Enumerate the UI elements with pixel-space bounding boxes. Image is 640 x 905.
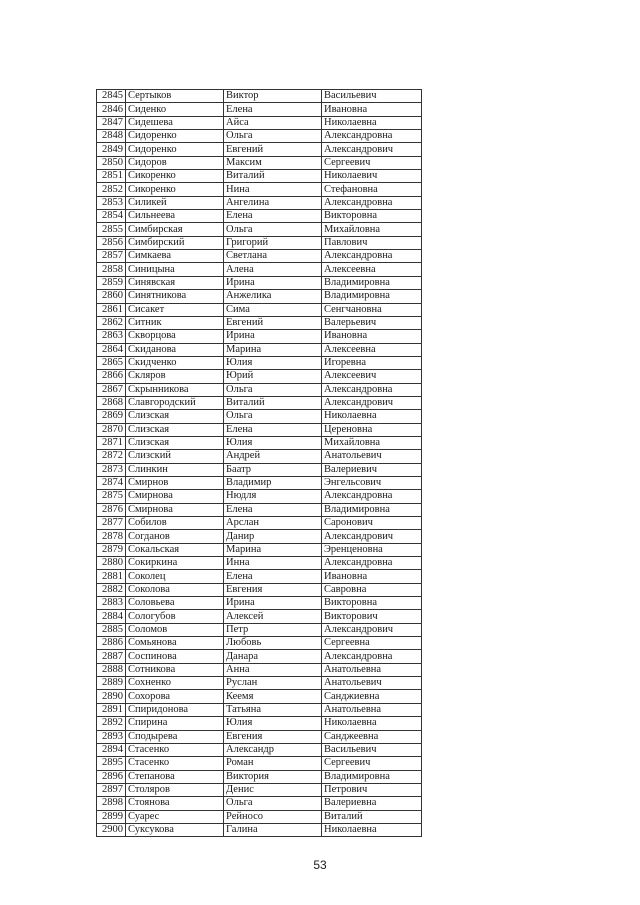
surname-cell: Соколова — [126, 583, 224, 596]
row-number: 2889 — [97, 677, 126, 690]
patronymic-cell: Сергеевна — [322, 637, 422, 650]
table-row — [97, 637, 422, 650]
table-row — [97, 610, 422, 623]
surname-cell: Славгородский — [126, 396, 224, 409]
surname-cell: Соловьева — [126, 597, 224, 610]
patronymic-cell: Валерьевич — [322, 316, 422, 329]
patronymic-cell: Виталий — [322, 810, 422, 823]
surname-cell: Спиридонова — [126, 703, 224, 716]
table-row — [97, 436, 422, 449]
patronymic-cell: Ивановна — [322, 570, 422, 583]
patronymic-cell: Алексеевич — [322, 370, 422, 383]
surname-cell: Смирнова — [126, 503, 224, 516]
patronymic-cell: Павлович — [322, 236, 422, 249]
surname-cell: Степанова — [126, 770, 224, 783]
row-number: 2872 — [97, 450, 126, 463]
patronymic-cell: Саронович — [322, 517, 422, 530]
table-row — [97, 797, 422, 810]
surname-cell: Собилов — [126, 517, 224, 530]
first-name-cell: Нюдля — [224, 490, 322, 503]
patronymic-cell: Николаевич — [322, 170, 422, 183]
patronymic-cell: Эренценовна — [322, 543, 422, 556]
table-row — [97, 370, 422, 383]
row-number: 2894 — [97, 743, 126, 756]
row-number: 2852 — [97, 183, 126, 196]
row-number: 2883 — [97, 597, 126, 610]
table-row — [97, 90, 422, 103]
row-number: 2886 — [97, 637, 126, 650]
patronymic-cell: Николаевна — [322, 823, 422, 836]
table-row — [97, 503, 422, 516]
first-name-cell: Алексей — [224, 610, 322, 623]
first-name-cell: Нина — [224, 183, 322, 196]
row-number: 2884 — [97, 610, 126, 623]
first-name-cell: Данир — [224, 530, 322, 543]
row-number: 2854 — [97, 210, 126, 223]
row-number: 2882 — [97, 583, 126, 596]
first-name-cell: Виктор — [224, 90, 322, 103]
row-number: 2865 — [97, 356, 126, 369]
table-row — [97, 517, 422, 530]
surname-cell: Соколец — [126, 570, 224, 583]
surname-cell: Суарес — [126, 810, 224, 823]
table-row — [97, 183, 422, 196]
row-number: 2863 — [97, 330, 126, 343]
table-row — [97, 330, 422, 343]
surname-cell: Ситник — [126, 316, 224, 329]
table-row — [97, 463, 422, 476]
patronymic-cell: Игоревна — [322, 356, 422, 369]
first-name-cell: Кеемя — [224, 690, 322, 703]
table-row — [97, 316, 422, 329]
patronymic-cell: Сергеевич — [322, 156, 422, 169]
row-number: 2879 — [97, 543, 126, 556]
names-table-container — [96, 89, 422, 837]
patronymic-cell: Савровна — [322, 583, 422, 596]
surname-cell: Сологубов — [126, 610, 224, 623]
patronymic-cell: Валериевич — [322, 463, 422, 476]
first-name-cell: Юрий — [224, 370, 322, 383]
row-number: 2861 — [97, 303, 126, 316]
patronymic-cell: Энгельсович — [322, 476, 422, 489]
first-name-cell: Баатр — [224, 463, 322, 476]
first-name-cell: Данара — [224, 650, 322, 663]
table-row — [97, 743, 422, 756]
table-row — [97, 410, 422, 423]
table-row — [97, 783, 422, 796]
first-name-cell: Ольга — [224, 223, 322, 236]
first-name-cell: Айса — [224, 116, 322, 129]
first-name-cell: Арслан — [224, 517, 322, 530]
surname-cell: Симбирская — [126, 223, 224, 236]
row-number: 2874 — [97, 476, 126, 489]
surname-cell: Симкаева — [126, 250, 224, 263]
surname-cell: Сокиркина — [126, 557, 224, 570]
first-name-cell: Андрей — [224, 450, 322, 463]
first-name-cell: Ольга — [224, 410, 322, 423]
surname-cell: Согданов — [126, 530, 224, 543]
first-name-cell: Марина — [224, 343, 322, 356]
surname-cell: Стоянова — [126, 797, 224, 810]
surname-cell: Соломов — [126, 623, 224, 636]
first-name-cell: Алена — [224, 263, 322, 276]
row-number: 2898 — [97, 797, 126, 810]
surname-cell: Слизский — [126, 450, 224, 463]
first-name-cell: Роман — [224, 757, 322, 770]
row-number: 2885 — [97, 623, 126, 636]
patronymic-cell: Николаевна — [322, 717, 422, 730]
surname-cell: Сохненко — [126, 677, 224, 690]
patronymic-cell: Николаевна — [322, 116, 422, 129]
first-name-cell: Виталий — [224, 396, 322, 409]
patronymic-cell: Васильевич — [322, 743, 422, 756]
row-number: 2862 — [97, 316, 126, 329]
table-row — [97, 396, 422, 409]
table-row — [97, 223, 422, 236]
first-name-cell: Александр — [224, 743, 322, 756]
first-name-cell: Ольга — [224, 797, 322, 810]
row-number: 2881 — [97, 570, 126, 583]
table-row — [97, 250, 422, 263]
table-row — [97, 103, 422, 116]
first-name-cell: Елена — [224, 423, 322, 436]
first-name-cell: Денис — [224, 783, 322, 796]
row-number: 2878 — [97, 530, 126, 543]
row-number: 2890 — [97, 690, 126, 703]
patronymic-cell: Васильевич — [322, 90, 422, 103]
row-number: 2880 — [97, 557, 126, 570]
surname-cell: Слизская — [126, 410, 224, 423]
first-name-cell: Евгения — [224, 730, 322, 743]
table-row — [97, 730, 422, 743]
table-row — [97, 597, 422, 610]
table-row — [97, 690, 422, 703]
table-row — [97, 276, 422, 289]
row-number: 2853 — [97, 196, 126, 209]
names-table — [96, 89, 422, 837]
table-row — [97, 570, 422, 583]
patronymic-cell: Викторович — [322, 610, 422, 623]
row-number: 2869 — [97, 410, 126, 423]
first-name-cell: Рейносо — [224, 810, 322, 823]
patronymic-cell: Владимировна — [322, 770, 422, 783]
surname-cell: Сокальская — [126, 543, 224, 556]
patronymic-cell: Алексеевна — [322, 263, 422, 276]
table-row — [97, 156, 422, 169]
row-number: 2892 — [97, 717, 126, 730]
patronymic-cell: Михайловна — [322, 223, 422, 236]
row-number: 2849 — [97, 143, 126, 156]
first-name-cell: Юлия — [224, 436, 322, 449]
row-number: 2875 — [97, 490, 126, 503]
table-row — [97, 757, 422, 770]
patronymic-cell: Петрович — [322, 783, 422, 796]
row-number: 2846 — [97, 103, 126, 116]
patronymic-cell: Анатольевна — [322, 703, 422, 716]
patronymic-cell: Александрович — [322, 143, 422, 156]
patronymic-cell: Цереновна — [322, 423, 422, 436]
patronymic-cell: Анатольевич — [322, 450, 422, 463]
row-number: 2868 — [97, 396, 126, 409]
table-row — [97, 130, 422, 143]
surname-cell: Сертыков — [126, 90, 224, 103]
patronymic-cell: Александрович — [322, 530, 422, 543]
surname-cell: Сидешева — [126, 116, 224, 129]
patronymic-cell: Алексеевна — [322, 343, 422, 356]
table-row — [97, 650, 422, 663]
first-name-cell: Владимир — [224, 476, 322, 489]
row-number: 2877 — [97, 517, 126, 530]
table-row — [97, 810, 422, 823]
table-row — [97, 703, 422, 716]
patronymic-cell: Александровна — [322, 196, 422, 209]
patronymic-cell: Александровна — [322, 383, 422, 396]
table-row — [97, 170, 422, 183]
surname-cell: Стасенко — [126, 757, 224, 770]
row-number: 2848 — [97, 130, 126, 143]
surname-cell: Сидоренко — [126, 143, 224, 156]
page-number: 53 — [313, 858, 327, 872]
first-name-cell: Руслан — [224, 677, 322, 690]
first-name-cell: Марина — [224, 543, 322, 556]
row-number: 2896 — [97, 770, 126, 783]
surname-cell: Сиденко — [126, 103, 224, 116]
row-number: 2845 — [97, 90, 126, 103]
table-row — [97, 557, 422, 570]
first-name-cell: Ольга — [224, 383, 322, 396]
surname-cell: Столяров — [126, 783, 224, 796]
first-name-cell: Любовь — [224, 637, 322, 650]
row-number: 2866 — [97, 370, 126, 383]
surname-cell: Спирина — [126, 717, 224, 730]
table-row — [97, 450, 422, 463]
row-number: 2871 — [97, 436, 126, 449]
surname-cell: Сидоренко — [126, 130, 224, 143]
table-row — [97, 543, 422, 556]
first-name-cell: Евгений — [224, 143, 322, 156]
first-name-cell: Евгений — [224, 316, 322, 329]
first-name-cell: Виктория — [224, 770, 322, 783]
first-name-cell: Елена — [224, 503, 322, 516]
surname-cell: Сисакет — [126, 303, 224, 316]
row-number: 2867 — [97, 383, 126, 396]
first-name-cell: Елена — [224, 210, 322, 223]
patronymic-cell: Александрович — [322, 623, 422, 636]
surname-cell: Скидченко — [126, 356, 224, 369]
row-number: 2847 — [97, 116, 126, 129]
patronymic-cell: Александрович — [322, 396, 422, 409]
first-name-cell: Петр — [224, 623, 322, 636]
row-number: 2860 — [97, 290, 126, 303]
row-number: 2859 — [97, 276, 126, 289]
table-row — [97, 236, 422, 249]
surname-cell: Силикей — [126, 196, 224, 209]
first-name-cell: Виталий — [224, 170, 322, 183]
first-name-cell: Анжелика — [224, 290, 322, 303]
surname-cell: Синицына — [126, 263, 224, 276]
table-row — [97, 210, 422, 223]
first-name-cell: Елена — [224, 570, 322, 583]
first-name-cell: Ангелина — [224, 196, 322, 209]
row-number: 2891 — [97, 703, 126, 716]
surname-cell: Слинкин — [126, 463, 224, 476]
first-name-cell: Светлана — [224, 250, 322, 263]
patronymic-cell: Сергеевич — [322, 757, 422, 770]
table-row — [97, 476, 422, 489]
names-table-body — [97, 90, 422, 837]
row-number: 2876 — [97, 503, 126, 516]
row-number: 2895 — [97, 757, 126, 770]
surname-cell: Стасенко — [126, 743, 224, 756]
row-number: 2850 — [97, 156, 126, 169]
table-row — [97, 677, 422, 690]
table-row — [97, 196, 422, 209]
patronymic-cell: Александровна — [322, 650, 422, 663]
patronymic-cell: Валериевна — [322, 797, 422, 810]
surname-cell: Слизская — [126, 436, 224, 449]
table-row — [97, 343, 422, 356]
patronymic-cell: Александровна — [322, 250, 422, 263]
patronymic-cell: Ивановна — [322, 330, 422, 343]
patronymic-cell: Александровна — [322, 130, 422, 143]
patronymic-cell: Анатольевич — [322, 677, 422, 690]
table-row — [97, 383, 422, 396]
surname-cell: Сикоренко — [126, 170, 224, 183]
table-row — [97, 823, 422, 836]
row-number: 2851 — [97, 170, 126, 183]
patronymic-cell: Владимировна — [322, 276, 422, 289]
table-row — [97, 530, 422, 543]
patronymic-cell: Ивановна — [322, 103, 422, 116]
surname-cell: Смирнова — [126, 490, 224, 503]
row-number: 2887 — [97, 650, 126, 663]
surname-cell: Синятникова — [126, 290, 224, 303]
row-number: 2870 — [97, 423, 126, 436]
table-row — [97, 143, 422, 156]
row-number: 2897 — [97, 783, 126, 796]
patronymic-cell: Николаевна — [322, 410, 422, 423]
patronymic-cell: Викторовна — [322, 210, 422, 223]
table-row — [97, 116, 422, 129]
table-row — [97, 290, 422, 303]
first-name-cell: Анна — [224, 663, 322, 676]
row-number: 2864 — [97, 343, 126, 356]
first-name-cell: Максим — [224, 156, 322, 169]
first-name-cell: Ирина — [224, 330, 322, 343]
patronymic-cell: Владимировна — [322, 290, 422, 303]
row-number: 2893 — [97, 730, 126, 743]
row-number: 2858 — [97, 263, 126, 276]
patronymic-cell: Александровна — [322, 490, 422, 503]
first-name-cell: Елена — [224, 103, 322, 116]
surname-cell: Смирнов — [126, 476, 224, 489]
first-name-cell: Юлия — [224, 717, 322, 730]
surname-cell: Соспинова — [126, 650, 224, 663]
first-name-cell: Татьяна — [224, 703, 322, 716]
table-row — [97, 623, 422, 636]
surname-cell: Сохорова — [126, 690, 224, 703]
table-row — [97, 356, 422, 369]
row-number: 2857 — [97, 250, 126, 263]
patronymic-cell: Стефановна — [322, 183, 422, 196]
surname-cell: Скрынникова — [126, 383, 224, 396]
first-name-cell: Григорий — [224, 236, 322, 249]
surname-cell: Сподырева — [126, 730, 224, 743]
table-row — [97, 663, 422, 676]
patronymic-cell: Владимировна — [322, 503, 422, 516]
table-row — [97, 303, 422, 316]
patronymic-cell: Викторовна — [322, 597, 422, 610]
row-number: 2873 — [97, 463, 126, 476]
table-row — [97, 490, 422, 503]
surname-cell: Сильнеева — [126, 210, 224, 223]
table-row — [97, 717, 422, 730]
surname-cell: Суксукова — [126, 823, 224, 836]
table-row — [97, 583, 422, 596]
row-number: 2855 — [97, 223, 126, 236]
row-number: 2899 — [97, 810, 126, 823]
first-name-cell: Ирина — [224, 597, 322, 610]
first-name-cell: Юлия — [224, 356, 322, 369]
row-number: 2888 — [97, 663, 126, 676]
patronymic-cell: Сенгчановна — [322, 303, 422, 316]
surname-cell: Симбирский — [126, 236, 224, 249]
patronymic-cell: Александровна — [322, 557, 422, 570]
patronymic-cell: Санджеевна — [322, 730, 422, 743]
surname-cell: Скиданова — [126, 343, 224, 356]
first-name-cell: Ольга — [224, 130, 322, 143]
table-row — [97, 770, 422, 783]
first-name-cell: Сима — [224, 303, 322, 316]
row-number: 2900 — [97, 823, 126, 836]
first-name-cell: Галина — [224, 823, 322, 836]
first-name-cell: Ирина — [224, 276, 322, 289]
first-name-cell: Евгения — [224, 583, 322, 596]
surname-cell: Скворцова — [126, 330, 224, 343]
surname-cell: Синявская — [126, 276, 224, 289]
patronymic-cell: Санджиевна — [322, 690, 422, 703]
surname-cell: Слизская — [126, 423, 224, 436]
surname-cell: Сотникова — [126, 663, 224, 676]
surname-cell: Сомьянова — [126, 637, 224, 650]
patronymic-cell: Михайловна — [322, 436, 422, 449]
table-row — [97, 423, 422, 436]
surname-cell: Сикоренко — [126, 183, 224, 196]
first-name-cell: Инна — [224, 557, 322, 570]
surname-cell: Сидоров — [126, 156, 224, 169]
table-row — [97, 263, 422, 276]
row-number: 2856 — [97, 236, 126, 249]
patronymic-cell: Анатольевна — [322, 663, 422, 676]
surname-cell: Скляров — [126, 370, 224, 383]
